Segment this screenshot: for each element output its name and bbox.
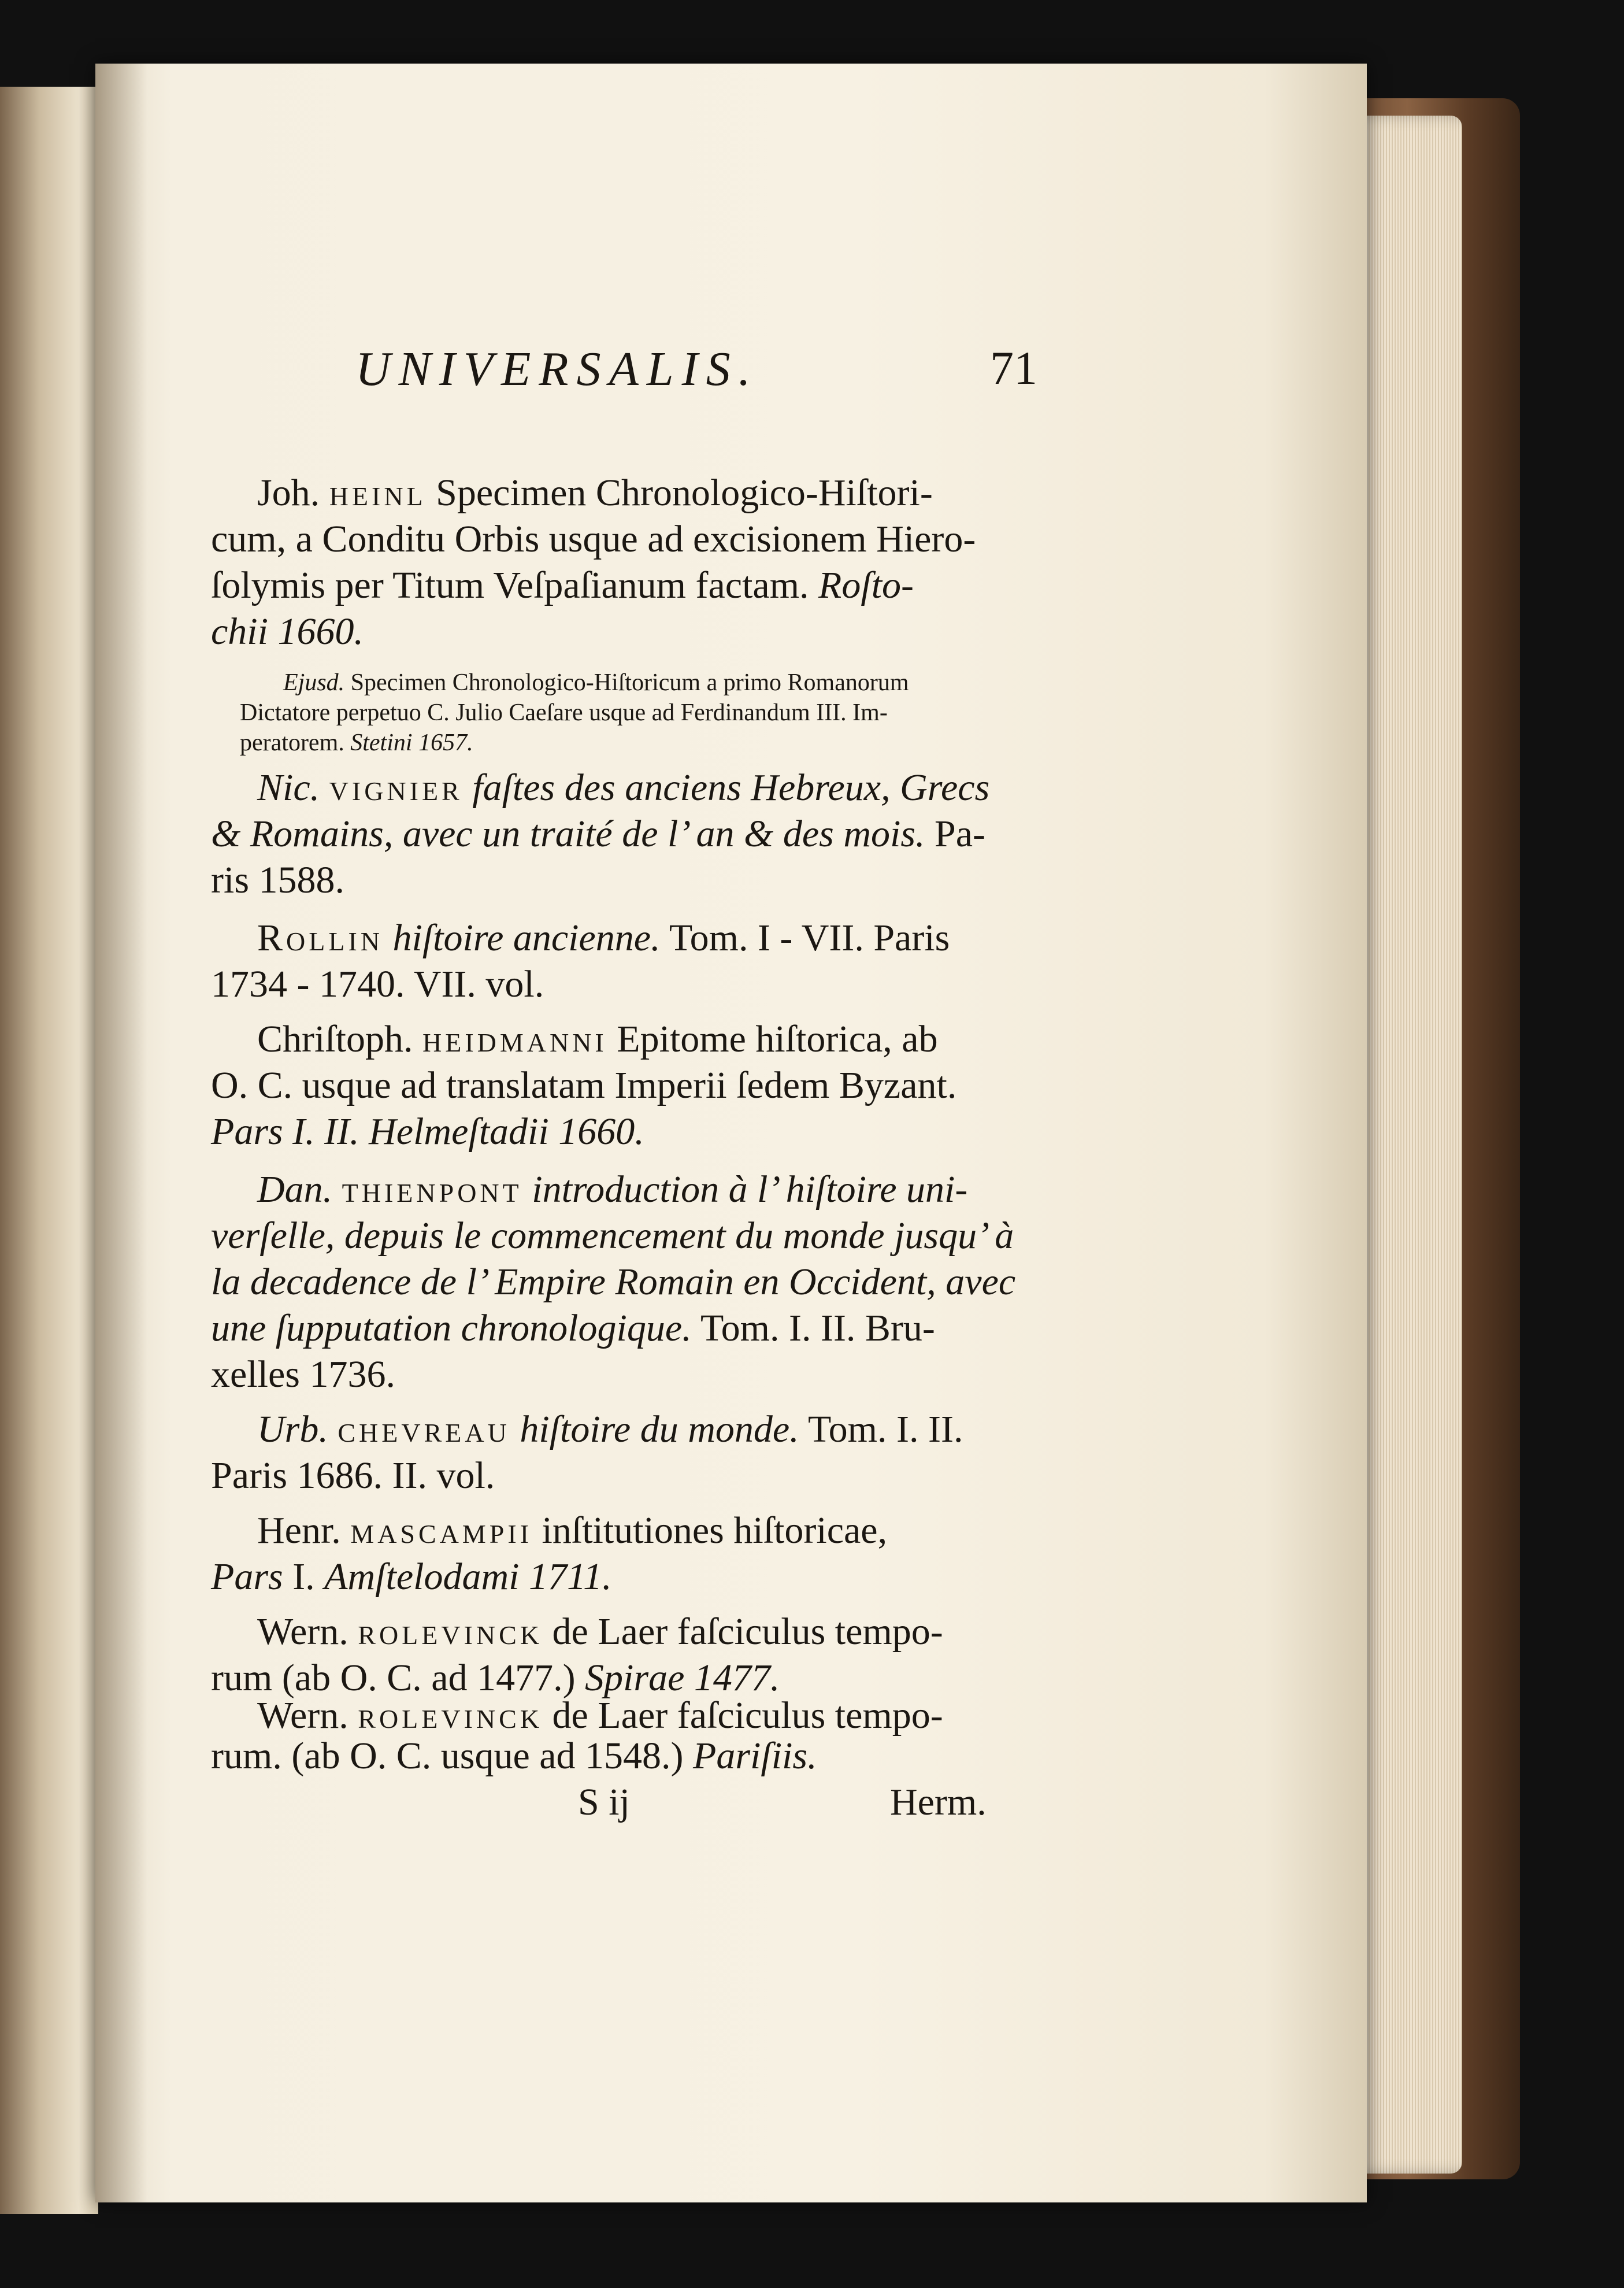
entry-line: Wern. rolevinck de Laer faſciculus tempo- <box>257 1611 943 1653</box>
entry-line: chii 1660. <box>211 610 364 653</box>
entry-line: Paris 1686. II. vol. <box>211 1454 495 1497</box>
entry-line: Pars I. II. Helmeſtadii 1660. <box>211 1110 644 1153</box>
entry-line: la decadence de l’ Empire Romain en Occident, avec <box>211 1261 1016 1303</box>
entry-line: rum. (ab O. C. usque ad 1548.) Pariſiis. <box>211 1735 817 1777</box>
left-page-edge <box>0 87 98 2214</box>
entry-line: rum (ab O. C. ad 1477.) Spirae 1477. <box>211 1657 780 1699</box>
entry-line: Wern. rolevinck de Laer faſciculus tempo- <box>257 1694 943 1737</box>
page-header <box>257 341 1037 405</box>
page-gutter-shadow <box>95 64 147 2202</box>
entry-line: Dictatore perpetuo C. Julio Caeſare usque ad Ferdinandum III. Im- <box>240 699 888 726</box>
entry-line: 1734 - 1740. VII. vol. <box>211 963 544 1005</box>
entry-line: Nic. vignier faſtes des anciens Hebreux, Grecs <box>257 767 990 809</box>
entry-line: Henr. mascampii inſtitutiones hiſtoricae, <box>257 1509 888 1552</box>
entry-line: Urb. chevreau hiſtoire du monde. Tom. I. II. <box>257 1408 963 1450</box>
entry-line: & Romains, avec un traité de l’ an & des mois. Pa- <box>211 813 985 855</box>
catchword: Herm. <box>890 1781 987 1823</box>
entry-line: Pars I. Amſtelodami 1711. <box>211 1556 612 1598</box>
entry-line: ſolymis per Titum Veſpaſianum factam. Roſto- <box>211 564 914 606</box>
entry-line: peratorem. Stetini 1657. <box>240 730 473 756</box>
entry-line: xelles 1736. <box>211 1353 395 1395</box>
signature-mark: S ij <box>578 1781 630 1823</box>
entry-line: cum, a Conditu Orbis usque ad excisionem Hiero- <box>211 518 976 560</box>
page-number: 71 <box>990 342 1037 394</box>
entry-line: O. C. usque ad translatam Imperii ſedem Byzant. <box>211 1064 957 1106</box>
entry-line: Ejusd. Specimen Chronologico-Hiſtoricum a primo Romanorum <box>283 669 909 696</box>
entry-line: Joh. heinl Specimen Chronologico-Hiſtori- <box>257 472 933 514</box>
running-title: UNIVERSALIS. <box>355 342 759 396</box>
entry-line: Chriſtoph. heidmanni Epitome hiſtorica, ab <box>257 1018 938 1060</box>
entry-line: ris 1588. <box>211 859 344 901</box>
entry-line: une ſupputation chronologique. Tom. I. II. Bru- <box>211 1307 935 1349</box>
entry-line: Dan. thienpont introduction à l’ hiſtoire uni- <box>257 1168 968 1210</box>
entry-line: Rollin hiſtoire ancienne. Tom. I - VII. Paris <box>257 917 950 959</box>
entry-line: verſelle, depuis le commencement du monde jusqu’ à <box>211 1215 1014 1257</box>
